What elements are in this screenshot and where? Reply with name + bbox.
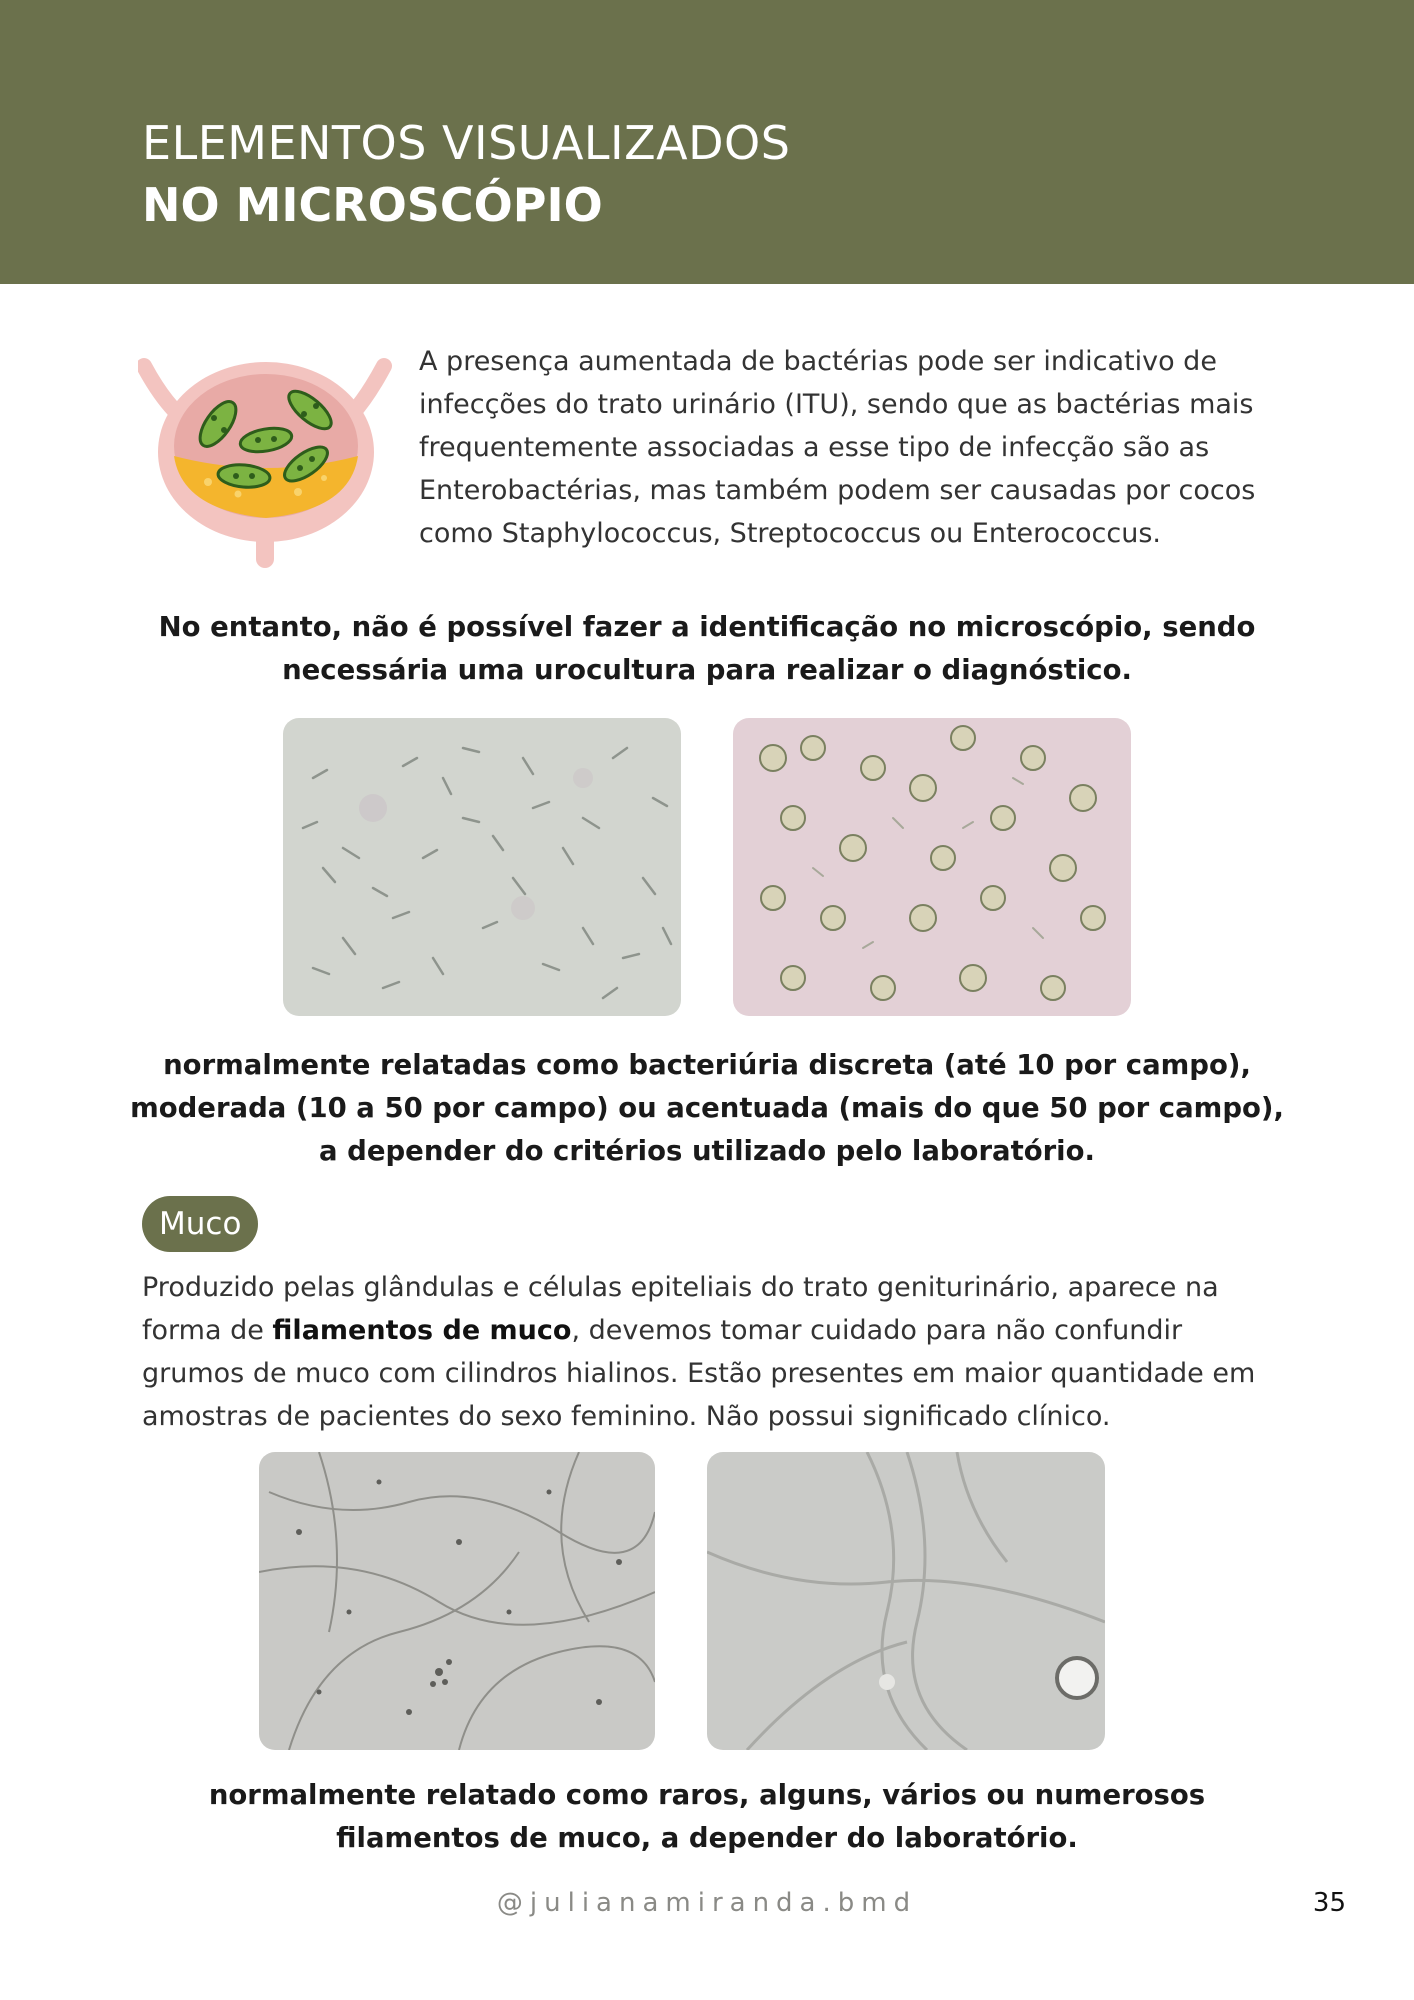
author-handle: @julianamiranda.bmd (496, 1888, 918, 1918)
bacteria-intro-paragraph: A presença aumentada de bactérias pode ser indicativo de infecções do trato urinário (ITU), sendo que as bactérias mais frequentemente associadas a esse tipo de infecção são as Enterobactérias, mas também podem ser causadas por cocos como Staphylococcus, Streptococcus ou Enterococcus. (419, 346, 1256, 549)
muco-text-before: Produzido pelas glândulas e células epiteliais do trato geniturinário, aparece na forma de (142, 1272, 1219, 1346)
bacteria-micrograph-1 (283, 718, 681, 1016)
report-line-2: moderada (10 a 50 por campo) ou acentuada (mais do que 50 por campo), (130, 1092, 1284, 1124)
muco-text-after: , devemos tomar cuidado para não confundir grumos de muco com cilindros hialinos. Estão presentes em maior quantidade em amostras de pacientes do sexo feminino. Não possui significado clínico. (142, 1315, 1256, 1432)
note-line-1: No entanto, não é possível fazer a identificação no microscópio, sendo (158, 611, 1256, 643)
page-number: 35 (1312, 1888, 1346, 1918)
bacteriuria-report-note (120, 1044, 1294, 1173)
mucus-report-note (120, 1774, 1294, 1860)
mucus-micrograph-1 (259, 1452, 655, 1750)
report-line-3: a depender do critérios utilizado pelo laboratório. (319, 1135, 1095, 1167)
bacteria-identification-note (120, 606, 1294, 692)
muco-paragraph (142, 1266, 1282, 1438)
page-header (0, 0, 1414, 284)
report-line-1: normalmente relatadas como bacteriúria discreta (até 10 por campo), (163, 1049, 1251, 1081)
bacteria-micrograph-2 (733, 718, 1131, 1016)
header-title-line2: NO MICROSCÓPIO (142, 178, 603, 232)
mucus-micrograph-2 (707, 1452, 1105, 1750)
mucus-report-line-1: normalmente relatado como raros, alguns, vários ou numerosos (208, 1779, 1206, 1811)
muco-text-bold: filamentos de muco (272, 1315, 572, 1346)
note-line-2: necessária uma urocultura para realizar o diagnóstico. (282, 654, 1132, 686)
muco-section-tag: Muco (142, 1196, 258, 1252)
bladder-with-bacteria-icon (138, 352, 394, 572)
header-title-line1: ELEMENTOS VISUALIZADOS (142, 116, 791, 170)
mucus-report-line-2: filamentos de muco, a depender do laboratório. (336, 1822, 1078, 1854)
